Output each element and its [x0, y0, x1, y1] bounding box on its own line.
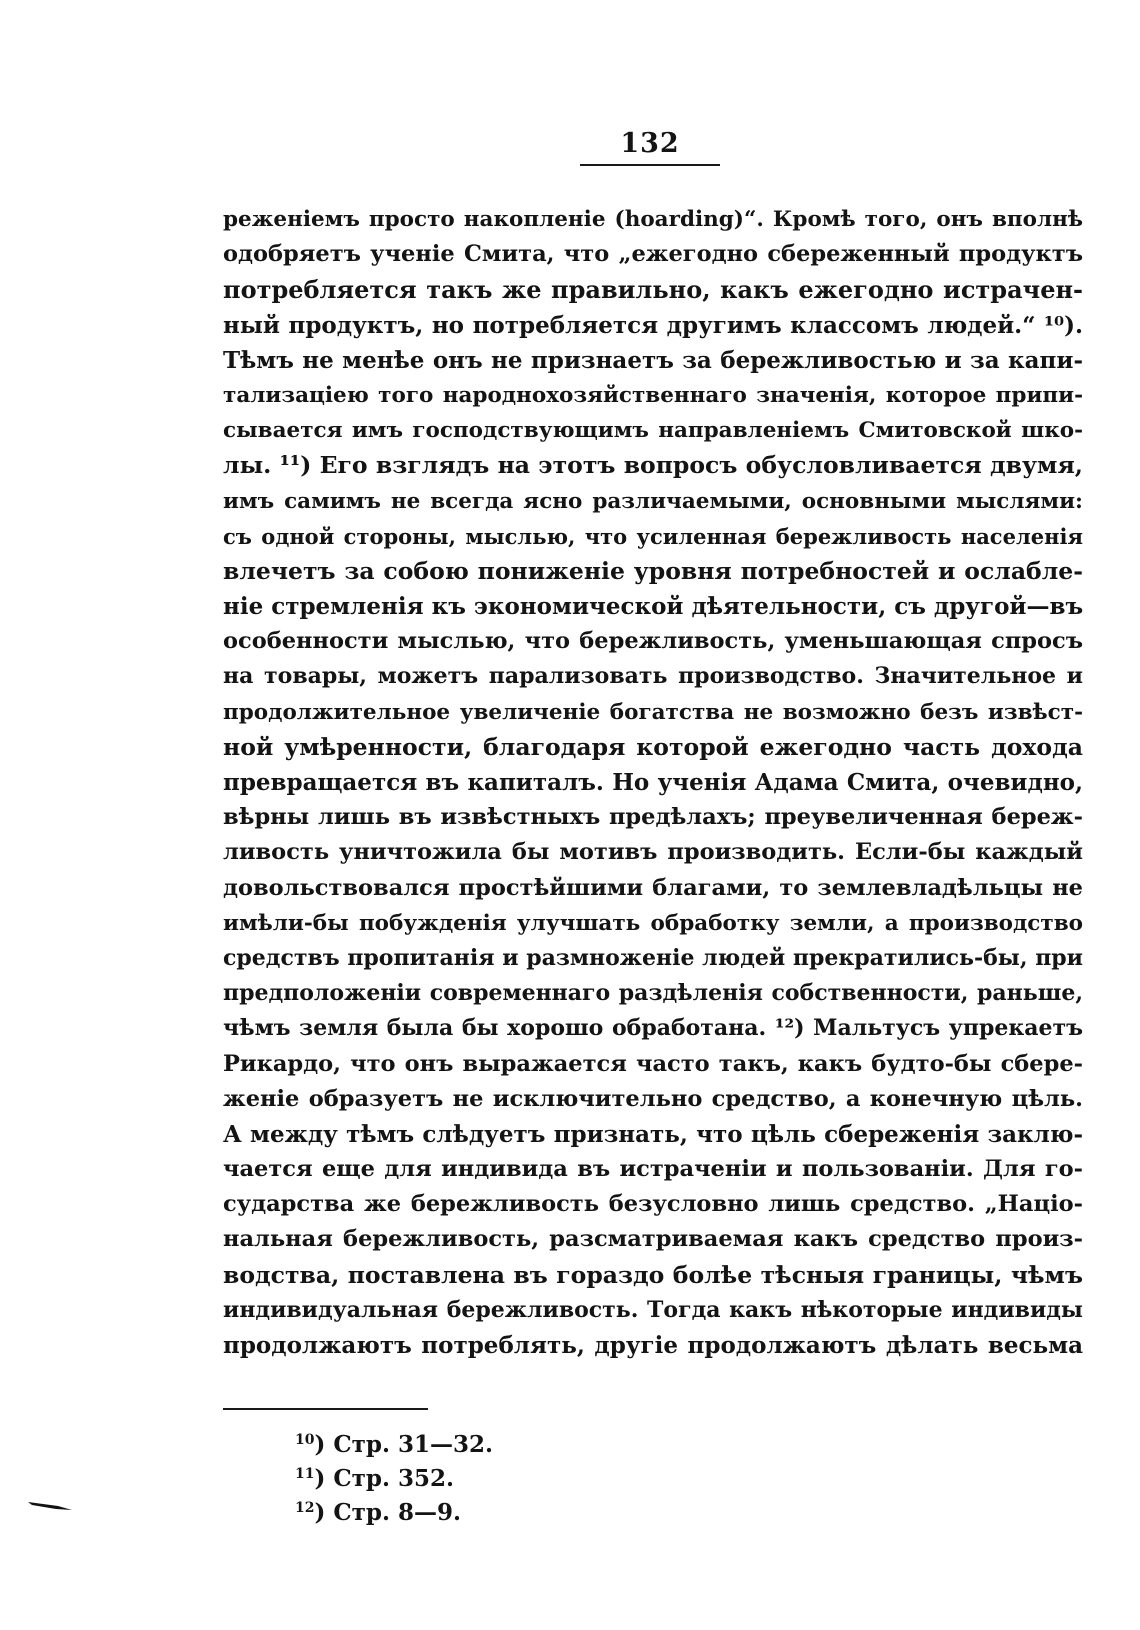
text-line: тализаціею того народнохозяйственнаго значенія, которое припи-: [223, 382, 1083, 408]
text-line: ливость уничтожила бы мотивъ производить. Если-бы каждый: [223, 839, 1083, 866]
page-number-rule: [580, 164, 720, 166]
text-line: имъ самимъ не всегда ясно различаемыми, основными мыслями:: [223, 488, 1083, 514]
text-line: особенности мыслью, что бережливость, уменьшающая спросъ: [223, 628, 1083, 655]
text-line: нальная бережливость, разсматриваемая какъ средство произ-: [223, 1226, 1083, 1253]
footnote-text: ) Стр. 352.: [314, 1465, 455, 1492]
text-line: на товары, можетъ парализовать производство. Значительное и: [223, 663, 1083, 690]
text-line: реженіемъ просто накопленіе (hoarding)“. Кромѣ того, онъ вполнѣ: [223, 207, 1083, 232]
footnotes: [295, 1428, 695, 1530]
text-line: превращается въ капиталъ. Но ученія Адама Смита, очевидно,: [223, 769, 1083, 796]
text-line: А между тѣмъ слѣдуетъ признать, что цѣль сбереженія заклю-: [223, 1120, 1083, 1148]
text-line: средствъ пропитанія и размноженіе людей прекратились-бы, при: [223, 944, 1083, 971]
text-line: продолжаютъ потреблять, другіе продолжаютъ дѣлать весьма: [223, 1332, 1083, 1359]
text-line: Тѣмъ не менѣе онъ не признаетъ за бережливостью и за капи-: [223, 346, 1083, 374]
text-line: женіе образуетъ не исключительно средство, а конечную цѣль.: [223, 1085, 1083, 1112]
text-line: ніе стремленія къ экономической дѣятельности, съ другой—въ: [223, 593, 1083, 621]
scan-smudge-mark: [28, 1500, 72, 1512]
text-line: съ одной стороны, мыслью, что усиленная бережливость населенія: [223, 523, 1083, 549]
footnote-mark: 11: [295, 1466, 315, 1482]
text-line: имѣли-бы побужденія улучшать обработку земли, а производство: [223, 910, 1083, 936]
text-line: Рикардо, что онъ выражается часто такъ, какъ будто-бы сбере-: [223, 1050, 1083, 1077]
text-line: чается еще для индивида въ истраченіи и пользованіи. Для го-: [223, 1156, 1083, 1183]
text-line: продолжительное увеличеніе богатства не возможно безъ извѣст-: [223, 699, 1083, 725]
text-line: потребляется такъ же правильно, какъ ежегодно истрачен-: [223, 275, 1083, 305]
text-line: сударства же бережливость безусловно лишь средство. „Націо-: [223, 1191, 1083, 1218]
footnote-rule: [223, 1408, 428, 1410]
text-line: ной умѣренности, благодаря которой ежегодно часть дохода: [223, 732, 1083, 761]
footnote: [295, 1496, 695, 1530]
footnote-text: ) Стр. 31—32.: [314, 1431, 494, 1458]
footnote: [295, 1428, 695, 1462]
text-line: водства, поставлена въ гораздо болѣе тѣсныя границы, чѣмъ: [223, 1260, 1083, 1289]
text-line: сывается имъ господствующимъ направленіемъ Смитовской шко-: [223, 418, 1083, 444]
body-text: [223, 202, 1083, 1363]
text-line: довольствовался простѣйшими благами, то землевладѣльцы не: [223, 874, 1083, 901]
text-line: чѣмъ земля была бы хорошо обработана. ¹²) Мальтусъ упрекаетъ: [223, 1015, 1083, 1042]
text-line: вѣрны лишь въ извѣстныхъ предѣлахъ; преувеличенная береж-: [223, 804, 1083, 831]
text-line: предположеніи современнаго раздѣленія собственности, раньше,: [223, 980, 1083, 1007]
text-line: влечетъ за собою пониженіе уровня потребностей и ослабле-: [223, 556, 1083, 585]
footnote-mark: 12: [295, 1500, 315, 1516]
footnote-mark: 10: [295, 1432, 315, 1448]
text-line: индивидуальная бережливость. Тогда какъ нѣкоторые индивиды: [223, 1296, 1083, 1323]
page-number: 132: [620, 128, 680, 159]
text-line: одобряетъ ученіе Смита, что „ежегодно сбереженный продуктъ: [223, 241, 1083, 268]
footnote-text: ) Стр. 8—9.: [314, 1499, 462, 1526]
text-line: лы. ¹¹) Его взглядъ на этотъ вопросъ обусловливается двумя,: [223, 451, 1083, 480]
text-line: ный продуктъ, но потребляется другимъ классомъ людей.“ ¹⁰).: [223, 311, 1083, 339]
footnote: [295, 1462, 695, 1496]
